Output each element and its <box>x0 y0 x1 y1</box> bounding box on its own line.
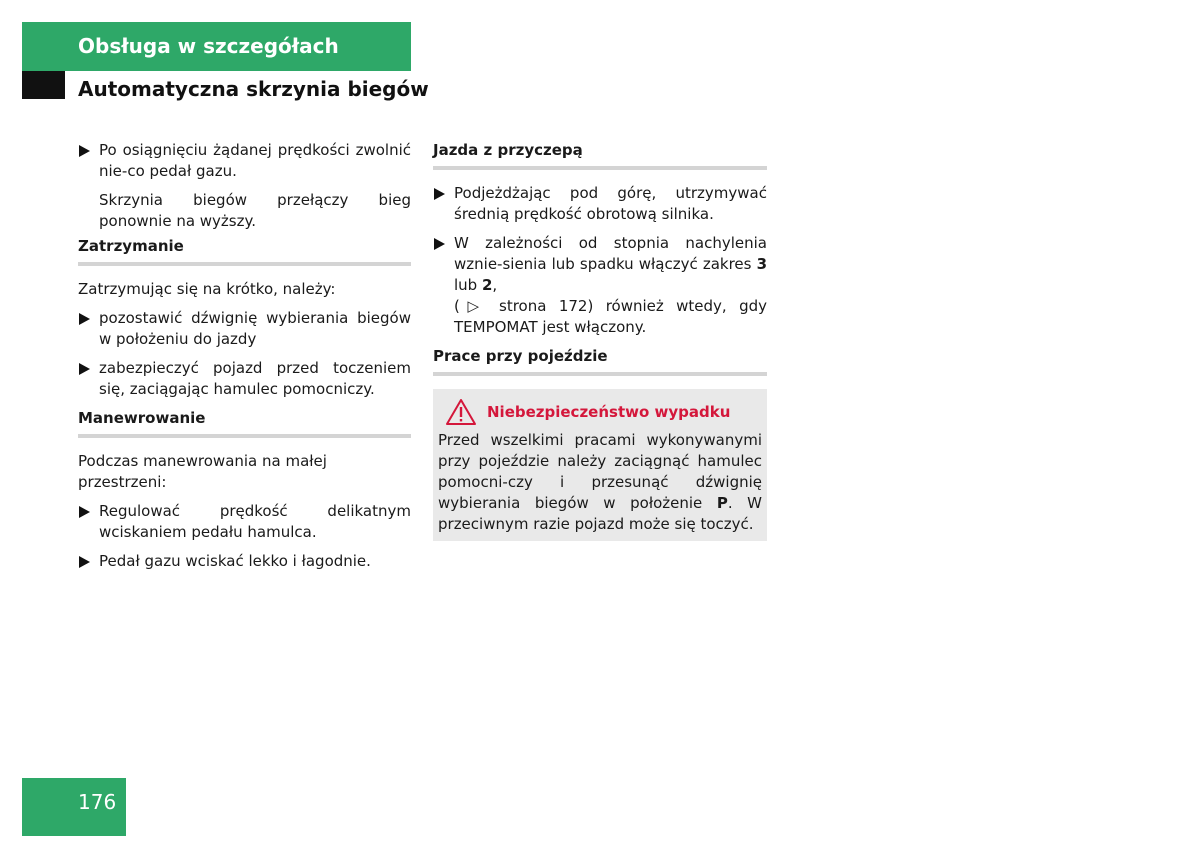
list-item <box>78 501 411 543</box>
bullet-arrow-icon <box>79 506 90 518</box>
maneuver-heading: Manewrowanie <box>78 409 206 427</box>
list-item <box>78 551 411 572</box>
bullet-text: zabezpieczyć pojazd przed toczeniem się, zaciągając hamulec pomocniczy. <box>99 359 411 398</box>
subheader-marker <box>22 71 65 99</box>
bullet-arrow-icon <box>434 188 445 200</box>
right-column <box>433 140 767 541</box>
bullet-text: Pedał gazu wciskać lekko i łagodnie. <box>99 552 371 570</box>
section-header-bar <box>22 22 411 71</box>
page-subtitle: Automatyczna skrzynia biegów <box>78 77 429 101</box>
maneuver-intro: Podczas manewrowania na małej przestrzeni: <box>78 452 327 491</box>
heading-rule <box>78 262 411 266</box>
list-item <box>78 308 411 350</box>
bullet-arrow-icon <box>79 145 90 157</box>
gear-label: 2 <box>481 276 493 294</box>
text-segment: ( <box>454 297 460 315</box>
list-item <box>78 140 411 182</box>
stop-heading: Zatrzymanie <box>78 237 184 255</box>
warning-box <box>433 389 767 541</box>
indented-paragraph: Skrzynia biegów przełączy bieg ponownie na wyższy. <box>99 191 411 230</box>
text-segment: Przed wszelkimi pracami wykonywanymi przy pojeździe należy zaciągnąć hamulec pomocni-czy i przesunąć dźwignię wybierania biegów w położenie <box>438 431 762 512</box>
bullet-text: Podjeżdżając pod górę, utrzymywać średnią prędkość obrotową silnika. <box>454 184 767 223</box>
heading-rule <box>433 166 767 170</box>
bullet-arrow-icon <box>79 313 90 325</box>
bullet-arrow-icon <box>79 363 90 375</box>
left-column <box>78 140 411 580</box>
warning-title-row <box>445 398 762 426</box>
warning-title: Niebezpieczeństwo wypadku <box>487 402 731 421</box>
gear-label: P <box>716 494 728 512</box>
bullet-text: Po osiągnięciu żądanej prędkości zwolnić nie-co pedał gazu. <box>99 141 411 180</box>
bullet-arrow-icon <box>434 238 445 250</box>
page-number-tab <box>22 778 126 836</box>
text-segment: . W przeciwnym razie pojazd może się toczyć. <box>438 494 763 533</box>
page-number: 176 <box>78 790 117 814</box>
trailer-heading: Jazda z przyczepą <box>433 141 583 159</box>
list-item <box>433 233 767 338</box>
bullet-text: Regulować prędkość delikatnym wciskaniem pedału hamulca. <box>99 502 411 541</box>
text-segment: W zależności od stopnia nachylenia wznie-sienia lub spadku włączyć zakres <box>454 234 767 273</box>
section-title: Obsługa w szczegółach <box>78 34 339 58</box>
work-heading: Prace przy pojeździe <box>433 347 608 365</box>
heading-rule <box>78 434 411 438</box>
text-segment: strona 172) również wtedy, gdy TEMPOMAT jest włączony. <box>454 297 767 336</box>
bullet-arrow-icon <box>79 556 90 568</box>
text-segment: , <box>492 276 498 294</box>
warning-body <box>438 430 762 535</box>
warning-triangle-icon <box>445 398 477 426</box>
stop-intro: Zatrzymując się na krótko, należy: <box>78 280 336 298</box>
list-item <box>78 358 411 400</box>
heading-rule <box>433 372 767 376</box>
gear-label: 3 <box>756 255 767 273</box>
bullet-text: pozostawić dźwignię wybierania biegów w położeniu do jazdy <box>99 309 411 348</box>
page-ref-arrow-icon: ▷ <box>459 297 487 315</box>
bullet-text <box>454 234 767 336</box>
text-segment: lub <box>454 276 482 294</box>
list-item <box>433 183 767 225</box>
